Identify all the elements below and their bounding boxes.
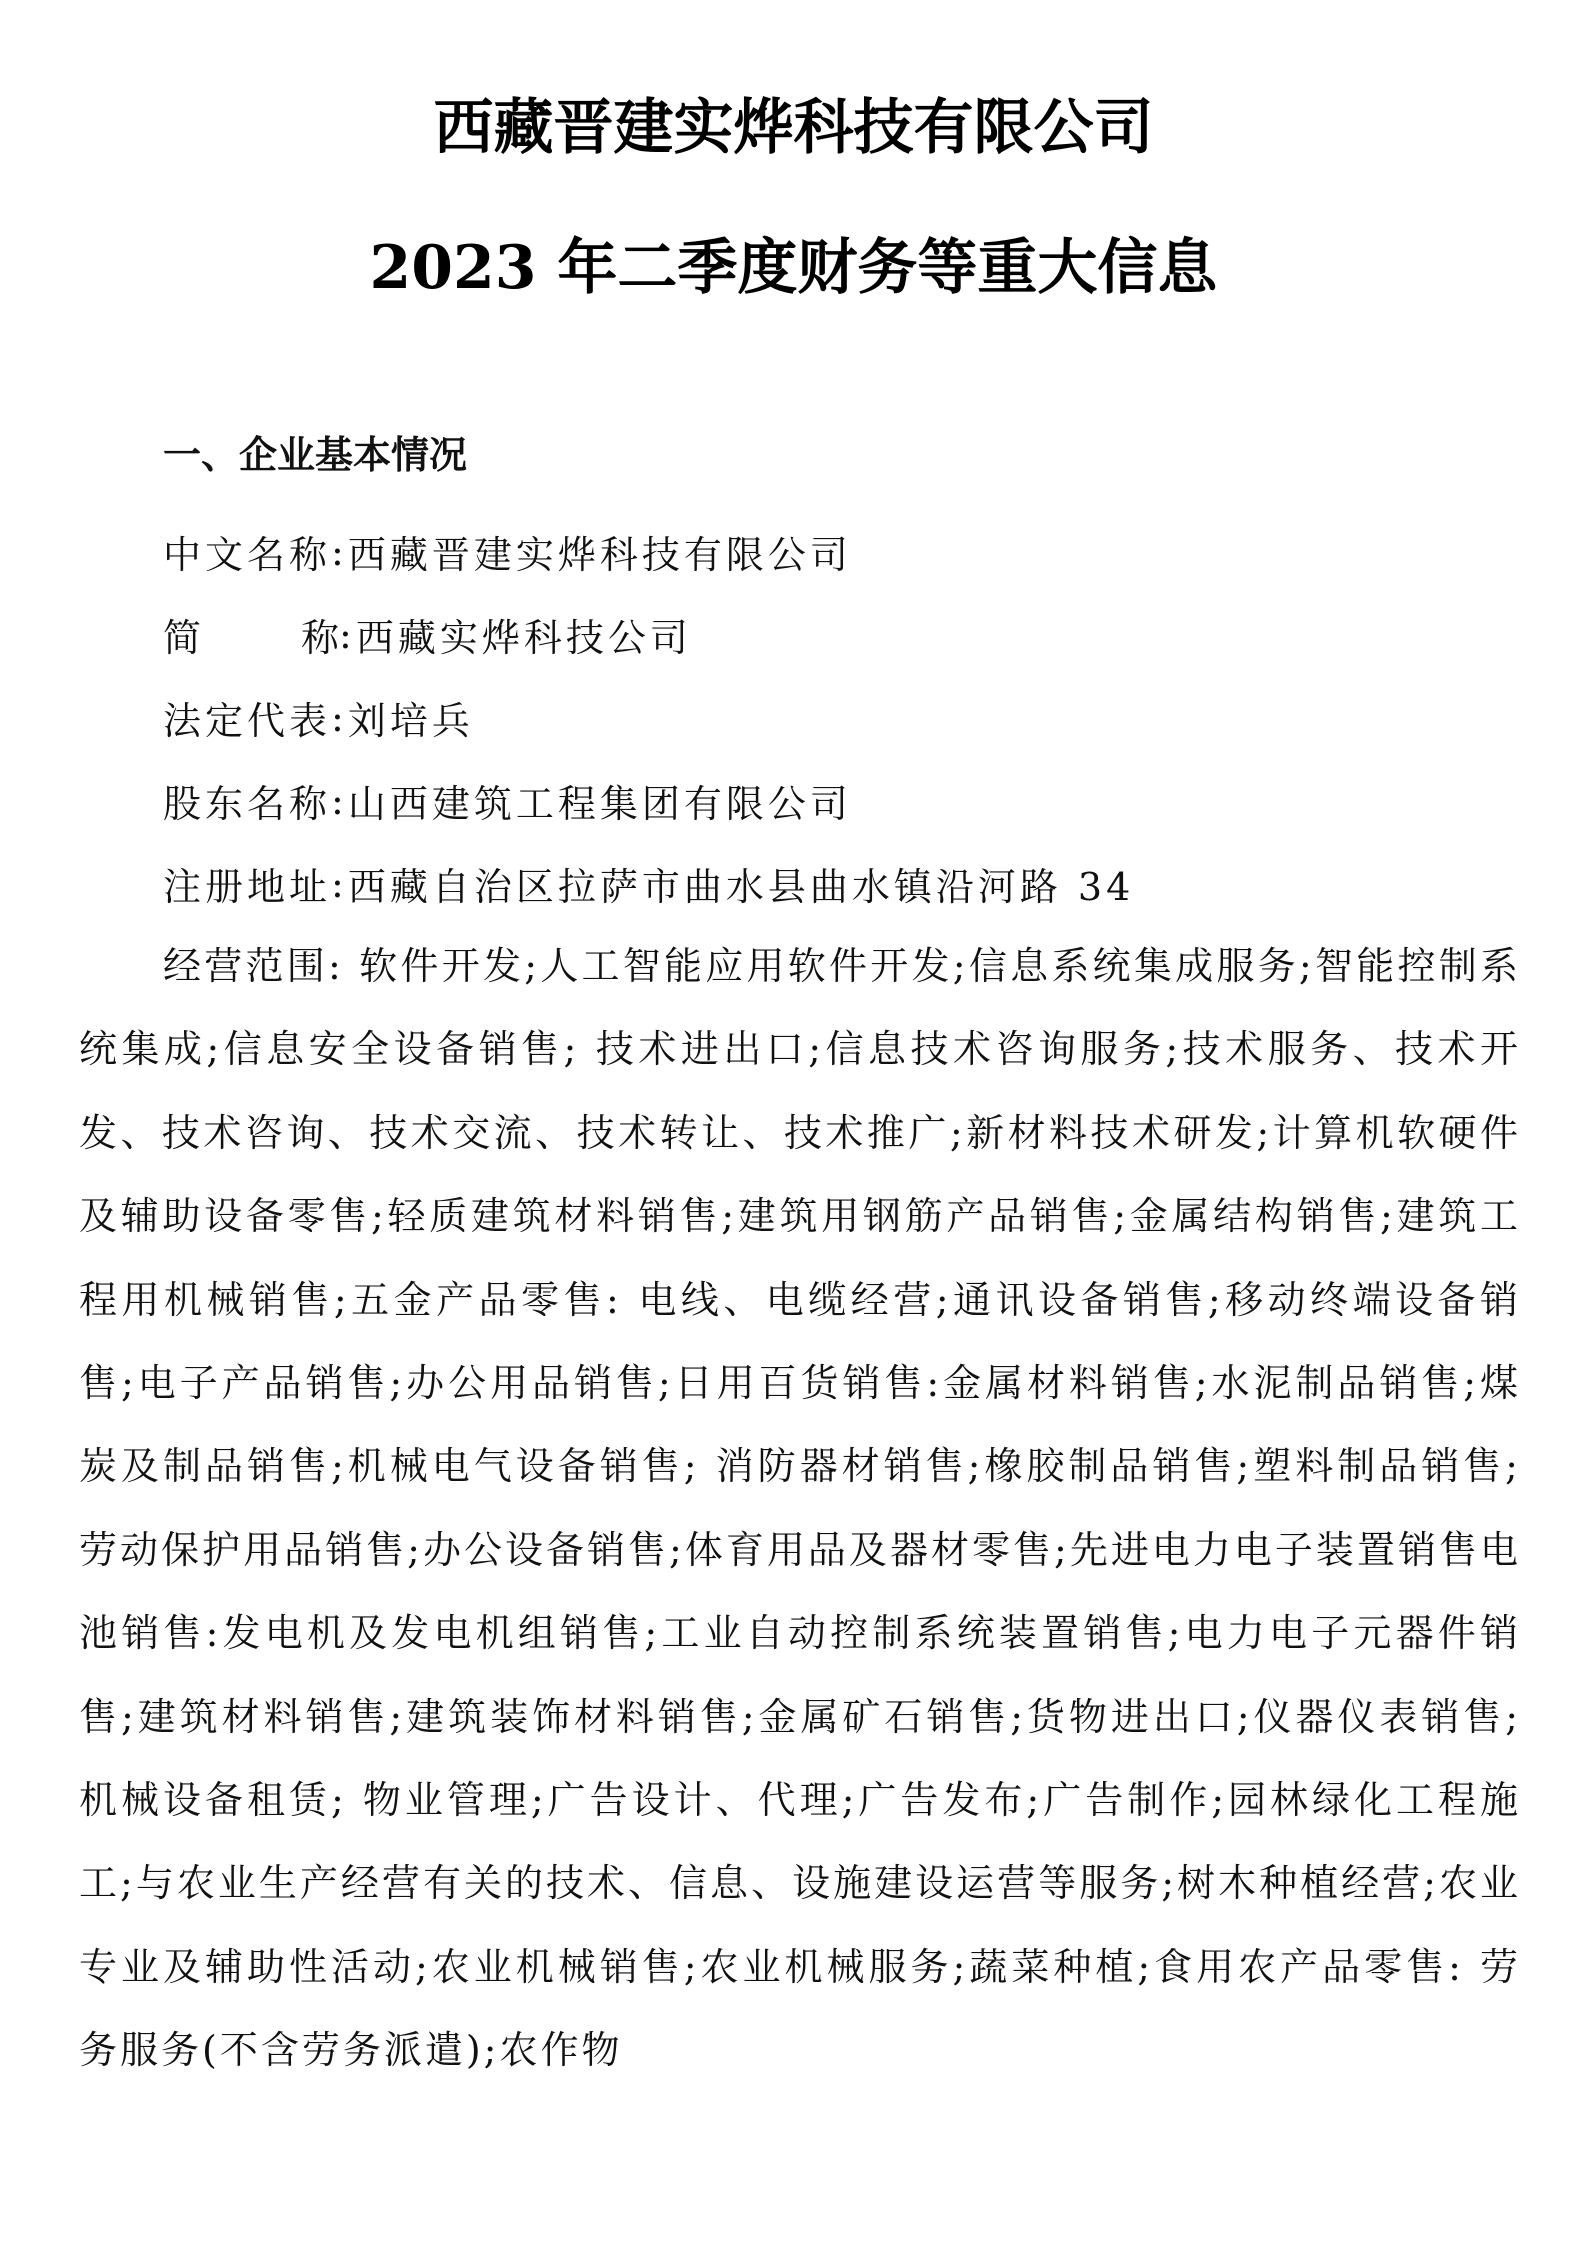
- info-label: 中文名称: [163, 533, 332, 577]
- business-scope-separator: :: [328, 944, 344, 988]
- info-value: 西藏自治区拉萨市曲水县曲水镇沿河路 34: [347, 865, 1135, 909]
- info-value: 山西建筑工程集团有限公司: [347, 782, 852, 826]
- report-title: 2023 年二季度财务等重大信息: [369, 233, 1218, 303]
- info-row-short-name: [163, 593, 1134, 676]
- info-label: 股东名称: [163, 782, 332, 826]
- basic-info-list: [163, 510, 1134, 925]
- business-scope-text: 软件开发;人工智能应用软件开发;信息系统集成服务;智能控制系统集成;信息安全设备销售; 技术进出口;信息技术咨询服务;技术服务、技术开发、技术咨询、技术交流、技术转让、技术推广;新材料技术研发;计算机软硬件及辅助设备零售;轻质建筑材料销售;建筑用钢筋产品销售;金属结构销售;建筑工程用机械销售;五金产品零售: 电线、电缆经营;通讯设备销售;移动终端设备销售;电子产品销售;办公用品销售;日用百货销售:金属材料销售;水泥制品销售;煤炭及制品销售;机械电气设备销售; 消防器材销售;橡胶制品销售;塑料制品销售; 劳动保护用品销售;办公设备销售;体育用品及器材零售;先进电力电子装置销售电池销售:发电机及发电机组销售;工业自动控制系统装置销售;电力电子元器件销售;建筑材料销售;建筑装饰材料销售;金属矿石销售;货物进出口;仪器仪表销售;机械设备租赁; 物业管理;广告设计、代理;广告发布;广告制作;园林绿化工程施工;与农业生产经营有关的技术、信息、设施建设运营等服务;树木种植经营;农业专业及辅助性活动;农业机械销售;农业机械服务;蔬菜种植;食用农产品零售: 劳务服务(不含劳务派遣);农作物: [79, 944, 1521, 2073]
- info-separator: :: [331, 861, 348, 906]
- info-label: 注册地址: [163, 865, 332, 909]
- info-label: 简称: [163, 616, 339, 660]
- info-row-legal-representative: [163, 676, 1134, 759]
- info-row-registered-address: [163, 842, 1134, 925]
- info-row-chinese-name: [163, 510, 1134, 593]
- info-value: 西藏实烨科技公司: [355, 616, 692, 660]
- business-scope-paragraph: [79, 925, 1521, 2093]
- info-value: 西藏晋建实烨科技有限公司: [347, 533, 852, 577]
- business-scope-label: 经营范围: [163, 944, 329, 988]
- info-separator: :: [331, 529, 348, 574]
- info-separator: :: [331, 695, 348, 740]
- info-row-shareholder: [163, 759, 1134, 842]
- info-value: 刘培兵: [347, 699, 474, 743]
- info-separator: :: [339, 612, 356, 657]
- section-heading-basic-info: 一、企业基本情况: [163, 433, 468, 477]
- info-label: 法定代表: [163, 699, 332, 743]
- company-title: 西藏晋建实烨科技有限公司: [433, 93, 1154, 163]
- info-separator: :: [331, 778, 348, 823]
